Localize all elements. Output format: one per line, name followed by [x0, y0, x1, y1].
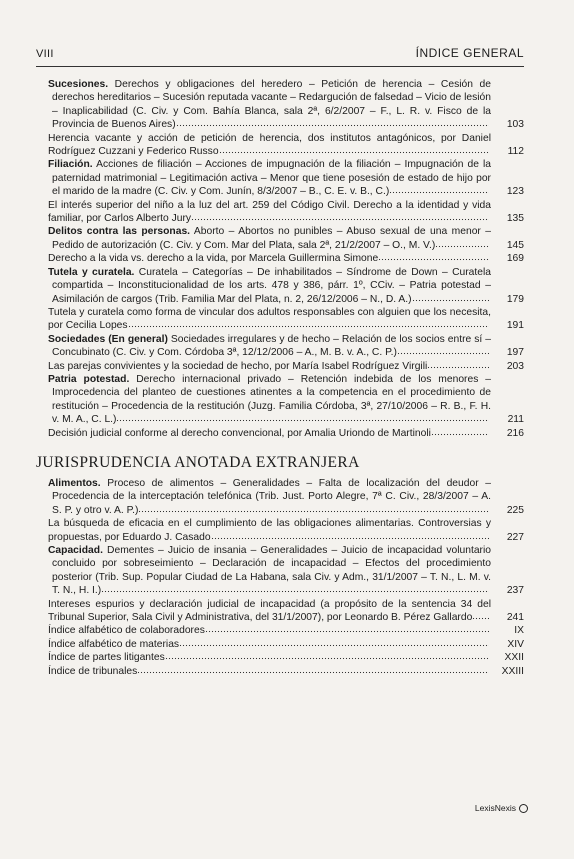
entry-description: Las parejas convivientes y la sociedad de hecho, por María Isabel Rodríguez Virgili — [48, 360, 428, 372]
entry-description: Índice de tribunales — [48, 665, 138, 677]
entry-text — [48, 517, 491, 544]
entry-description: Acciones de filiación – Acciones de impugnación de la filiación – Impugnación de la paternidad matrimonial – Legitimación activa – Menor que tiene posesión de estado de hijo por el marido de la madre (C. Civ. y Com. Junín, 8/3/2007 – B., C. E. v. B., C.) — [52, 159, 491, 198]
leader-dots — [205, 625, 489, 633]
entry-keyword: Sucesiones. — [48, 79, 109, 90]
header-rule — [36, 66, 524, 67]
entry-keyword: Filiación. — [48, 159, 93, 171]
entry-page-number: 179 — [506, 293, 524, 305]
section-title: JURISPRUDENCIA ANOTADA EXTRANJERA — [36, 453, 360, 471]
entry-page-number: XIV — [507, 638, 524, 650]
entry-description: Derecho internacional privado – Retención indebida de los menores – Improcedencia del planteo de cuestiones atinentes a la competencia en el procedimiento de restitución – Procedencia de la restitución (Juzg. Familia Córdoba, 3ª, 27/10/2006 – R. B., F. H. v. M. A., C. L.) — [52, 373, 491, 426]
index-entry — [48, 158, 524, 198]
index-entry — [48, 638, 524, 651]
entry-text — [48, 158, 491, 198]
leader-dots — [116, 414, 489, 422]
index-entry — [48, 373, 524, 427]
entry-text — [48, 252, 491, 265]
index-entry — [48, 78, 524, 132]
leader-dots — [176, 119, 489, 127]
entry-text — [48, 477, 491, 517]
entry-page-number: 211 — [507, 414, 524, 426]
entry-description: Sociedades irregulares y de hecho – Relación de los socios entre sí – Concubinato (C. Civ. y Com. Córdoba 3ª, 12/12/2006 – A., M. B. v. A., C. P.) — [52, 333, 491, 359]
entry-text — [48, 306, 491, 333]
leader-dots — [427, 361, 489, 369]
entry-text — [48, 225, 491, 252]
entry-description: Intereses espurios y declaración judicial de incapacidad (a propósito de la sentencia 34 del Tribunal Superior, Sala Civil y Administrativa, del 31/1/2007), por Leonardo B. Pérez Gallardo — [48, 598, 491, 624]
entry-description: Proceso de alimentos – Generalidades – Falta de localización del deudor – Procedencia de la interceptación telefónica (Trib. Just. Porto Alegre, 7ª C. Civ., 28/3/2007 – A. S. P. y otro v. A. P.) — [52, 477, 491, 516]
entry-page-number: 225 — [506, 504, 524, 516]
entry-text — [48, 266, 491, 306]
entry-page-number: 169 — [506, 253, 524, 265]
entry-keyword: Capacidad. — [48, 545, 103, 556]
indices-list — [48, 624, 524, 678]
entry-description: Índice alfabético de colaboradores — [48, 625, 205, 637]
entry-description: Índice de partes litigantes — [48, 652, 165, 664]
leader-dots — [219, 146, 489, 154]
leader-dots — [179, 639, 489, 647]
index-entry — [48, 360, 524, 373]
index-entry — [48, 306, 524, 333]
entry-keyword: Sociedades (En general) — [48, 333, 168, 345]
entry-keyword: Alimentos. — [48, 477, 101, 489]
index-entry — [48, 199, 524, 226]
index-entry — [48, 665, 524, 678]
entry-page-number: 237 — [506, 585, 524, 597]
leader-dots — [191, 213, 489, 221]
entry-description: Decisión judicial conforme al derecho convencional, por Amalia Uriondo de Martinoli — [48, 427, 431, 439]
index-entry — [48, 651, 524, 664]
index-entry — [48, 333, 524, 360]
entry-description: Aborto – Abortos no punibles – Abuso sexual de una menor – Pedido de autorización (C. Civ. y Com. Mar del Plata, sala 2ª, 21/2/2007 – O., M. V.) — [52, 226, 491, 251]
index-entry — [48, 598, 524, 625]
entry-page-number: 191 — [506, 320, 524, 332]
entry-page-number: 123 — [506, 186, 524, 198]
index-entry — [48, 517, 524, 544]
page-header — [36, 46, 524, 60]
leader-dots — [378, 253, 489, 261]
index-content — [36, 78, 524, 678]
publisher-footer — [475, 803, 528, 813]
entry-page-number: 241 — [506, 612, 524, 624]
entry-text — [48, 360, 491, 373]
leader-dots — [412, 294, 489, 302]
entry-page-number: 103 — [506, 119, 524, 131]
index-entry — [48, 544, 524, 598]
entry-text — [48, 598, 491, 625]
entry-description: Derecho a la vida vs. derecho a la vida, por Marcela Guillermina Simone — [48, 253, 379, 265]
index-entry — [48, 427, 524, 440]
entry-description: Índice alfabético de materias — [48, 638, 180, 650]
entry-page-number: 216 — [506, 427, 524, 439]
leader-dots — [397, 347, 489, 355]
entry-page-number: 227 — [506, 531, 524, 543]
leader-dots — [389, 186, 489, 194]
entry-page-number: 197 — [506, 347, 524, 359]
registered-mark-icon — [519, 804, 528, 813]
running-title: ÍNDICE GENERAL — [415, 46, 524, 60]
entry-page-number: XXII — [504, 652, 524, 664]
entry-keyword: Patria potestad. — [48, 373, 130, 385]
index-entry — [48, 477, 524, 517]
entry-text — [48, 78, 491, 132]
entry-description: El interés superior del niño a la luz del art. 259 del Código Civil. Derecho a la identidad y vida familiar, por Carlos Alberto Jury — [48, 199, 491, 225]
foreign-jurisprudence-list — [48, 477, 524, 624]
leader-dots — [165, 652, 489, 660]
entry-description: Curatela – Categorías – De inhabilitados – Síndrome de Down – Curatela compartida – Inconstitucionalidad de los arts. 478 y 386, párr. 1º, CCiv. – Patria potestad – Asimilación de cargos (Trib. Familia Mar del Plata, n. 2, 26/12/2006 – N., D. A.) — [52, 266, 491, 305]
entry-text — [48, 544, 491, 598]
entry-page-number: 135 — [506, 213, 524, 225]
entry-page-number: 112 — [507, 146, 524, 158]
publisher-name: LexisNexis — [474, 803, 516, 813]
entry-text — [48, 427, 491, 440]
leader-dots — [431, 428, 489, 436]
entry-text — [48, 333, 491, 360]
index-entry — [48, 132, 524, 159]
entry-text — [48, 638, 491, 651]
leader-dots — [137, 666, 489, 674]
index-entry — [48, 624, 524, 637]
entry-description: Tutela y curatela como forma de vincular dos adultos responsables con alguien que los necesita, por Cecilia Lopes — [48, 306, 491, 332]
entry-page-number: 145 — [506, 239, 524, 251]
entry-page-number: 203 — [506, 360, 524, 372]
index-entry — [48, 266, 524, 306]
entry-text — [48, 624, 491, 637]
entry-keyword: Delitos contra las personas. — [48, 226, 191, 238]
page-number-label: VIII — [36, 48, 54, 60]
entry-description: Derechos y obligaciones del heredero – Petición de herencia – Cesión de derechos hereditarios – Sucesión reputada vacante – Redargución de falsedad – Vicio de lesión – Inaplicabilidad (C. Civ. y Com. Bahía Blanca, sala 2ª, 6/2/2007 – F., L. R. v. Fisco de la Provincia de Buenos Aires) — [52, 79, 491, 131]
entry-text — [48, 651, 491, 664]
leader-dots — [435, 240, 489, 248]
leader-dots — [128, 320, 489, 328]
entry-text — [48, 199, 491, 226]
entry-text — [48, 132, 491, 159]
leader-dots — [138, 505, 489, 513]
entry-text — [48, 373, 491, 427]
entry-description: Dementes – Juicio de insania – Generalidades – Juicio de incapacidad voluntario concluido por sobreseimiento – Declaración de incapacidad – Efectos del procedimiento posterior (Trib. Sup. Popular Ciudad de La Habana, sala Civ. y Adm., 31/1/2007 – T. N., L. M. v. T. N., H. I.) — [52, 545, 491, 597]
index-entry — [48, 252, 524, 265]
entry-page-number: XXIII — [501, 665, 524, 677]
entry-description: La búsqueda de eficacia en el cumplimiento de las obligaciones alimentarias. Controversias y propuestas, por Eduardo J. Casado — [48, 518, 491, 543]
entry-description: Herencia vacante y acción de petición de herencia, dos institutos antagónicos, por Daniel Rodríguez Cuzzani y Federico Russo — [48, 132, 491, 158]
entry-page-number: IX — [514, 625, 524, 637]
entry-keyword: Tutela y curatela. — [48, 266, 135, 278]
leader-dots — [211, 532, 489, 540]
national-jurisprudence-list — [48, 78, 524, 440]
leader-dots — [472, 612, 489, 620]
index-entry — [48, 225, 524, 252]
entry-text — [48, 665, 491, 678]
leader-dots — [101, 585, 489, 593]
